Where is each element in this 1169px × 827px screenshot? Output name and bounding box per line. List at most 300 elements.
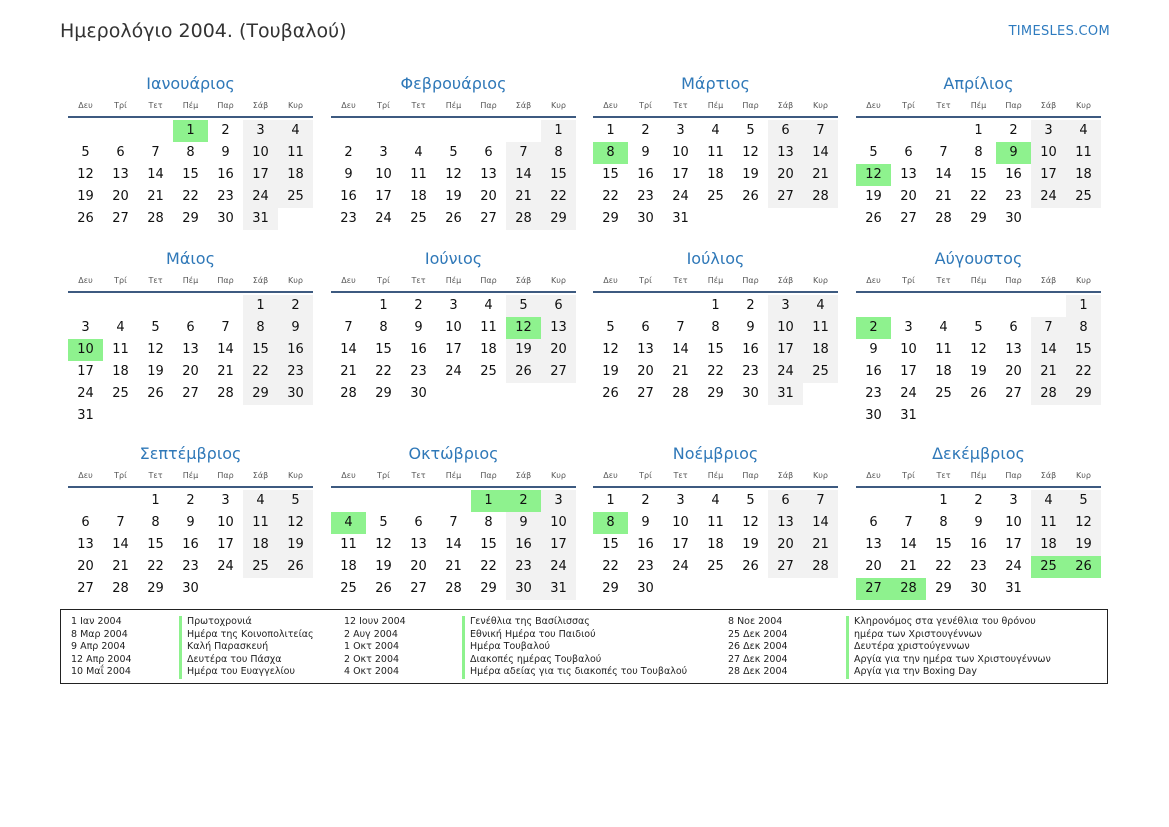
holiday-name: Πρωτοχρονιά bbox=[179, 616, 252, 629]
month-name: Οκτώβριος bbox=[408, 444, 499, 463]
holiday-name: ημέρα των Χριστουγέννων bbox=[846, 629, 982, 642]
empty-cell bbox=[401, 120, 436, 142]
weekday-label: Παρ bbox=[217, 101, 234, 110]
day-cell: 4 bbox=[243, 490, 278, 512]
holiday-name: Καλή Παρασκευή bbox=[179, 641, 268, 654]
day-cell: 12 bbox=[742, 515, 759, 530]
day-cell: 27 bbox=[768, 556, 803, 578]
day-cell: 18 bbox=[243, 534, 278, 556]
day-cell: 14 bbox=[445, 537, 462, 552]
day-cell: 29 bbox=[935, 581, 952, 596]
weekday-label: Παρ bbox=[1005, 471, 1022, 480]
empty-cell bbox=[593, 295, 628, 317]
day-cell: 14 bbox=[1031, 339, 1066, 361]
day-cell: 26 bbox=[742, 189, 759, 204]
day-cell: 17 bbox=[375, 189, 392, 204]
empty-cell bbox=[331, 120, 366, 142]
weekday-label: Πέμ bbox=[182, 276, 199, 285]
day-cell: 12 bbox=[970, 342, 987, 357]
holiday-list bbox=[60, 609, 1108, 684]
weekday-label: Κυρ bbox=[551, 471, 566, 480]
day-cell: 25 bbox=[935, 386, 952, 401]
day-cell: 30 bbox=[410, 386, 427, 401]
day-cell: 11 bbox=[707, 145, 724, 160]
day-cell: 23 bbox=[637, 189, 654, 204]
month-block bbox=[68, 248, 313, 427]
day-cell: 24 bbox=[1031, 186, 1066, 208]
day-cell: 1 bbox=[541, 120, 576, 142]
weekday-label: Δευ bbox=[78, 101, 93, 110]
weekday-label: Κυρ bbox=[1076, 101, 1091, 110]
day-cell: 13 bbox=[541, 317, 576, 339]
holiday-day-cell: 2 bbox=[856, 317, 891, 339]
day-cell: 22 bbox=[375, 364, 392, 379]
day-cell: 13 bbox=[768, 142, 803, 164]
day-cell: 19 bbox=[506, 339, 541, 361]
day-cell: 16 bbox=[742, 342, 759, 357]
empty-cell bbox=[68, 490, 103, 512]
day-cell: 11 bbox=[410, 167, 427, 182]
day-cell: 6 bbox=[1009, 320, 1018, 335]
day-cell: 11 bbox=[112, 342, 129, 357]
day-cell: 11 bbox=[803, 317, 838, 339]
weekday-label: Σάβ bbox=[252, 276, 269, 285]
day-cell: 10 bbox=[243, 142, 278, 164]
day-cell: 26 bbox=[865, 211, 882, 226]
day-cell: 17 bbox=[243, 164, 278, 186]
empty-cell bbox=[471, 120, 506, 142]
day-cell: 16 bbox=[506, 534, 541, 556]
day-cell: 14 bbox=[506, 164, 541, 186]
weekday-header bbox=[856, 99, 1101, 113]
day-cell: 24 bbox=[1005, 559, 1022, 574]
day-cell: 9 bbox=[221, 145, 230, 160]
day-cell: 5 bbox=[746, 493, 755, 508]
day-cell: 18 bbox=[707, 167, 724, 182]
day-cell: 8 bbox=[974, 145, 983, 160]
day-cell: 4 bbox=[414, 145, 423, 160]
day-cell: 16 bbox=[410, 342, 427, 357]
day-cell: 23 bbox=[182, 559, 199, 574]
weekday-label: Σάβ bbox=[1040, 276, 1057, 285]
day-cell: 19 bbox=[970, 364, 987, 379]
day-cell: 6 bbox=[641, 320, 650, 335]
day-cell: 27 bbox=[541, 361, 576, 383]
weekday-label: Τρί bbox=[639, 276, 652, 285]
holiday-row bbox=[344, 666, 687, 679]
empty-cell bbox=[173, 295, 208, 317]
day-cell: 3 bbox=[904, 320, 913, 335]
day-cell: 18 bbox=[935, 364, 952, 379]
weekday-label: Τετ bbox=[936, 276, 951, 285]
day-cell: 25 bbox=[1066, 186, 1101, 208]
day-cell: 16 bbox=[637, 167, 654, 182]
day-cell: 25 bbox=[340, 581, 357, 596]
day-cell: 10 bbox=[768, 317, 803, 339]
day-cell: 22 bbox=[935, 559, 952, 574]
day-cell: 4 bbox=[711, 123, 720, 138]
day-cell: 17 bbox=[1005, 537, 1022, 552]
weekday-label: Σάβ bbox=[777, 471, 794, 480]
day-cell: 2 bbox=[641, 123, 650, 138]
weekday-label: Τρί bbox=[377, 101, 390, 110]
holiday-day-cell: 8 bbox=[593, 512, 628, 534]
day-cell: 13 bbox=[768, 512, 803, 534]
holiday-day-cell: 28 bbox=[891, 578, 926, 600]
weekday-label: Παρ bbox=[480, 471, 497, 480]
day-cell: 14 bbox=[147, 167, 164, 182]
day-cell: 9 bbox=[974, 515, 983, 530]
weekday-header bbox=[593, 274, 838, 288]
header-rule bbox=[593, 116, 838, 118]
holiday-row bbox=[71, 641, 314, 654]
day-cell: 20 bbox=[112, 189, 129, 204]
day-cell: 14 bbox=[803, 142, 838, 164]
day-cell: 9 bbox=[344, 167, 353, 182]
day-cell: 5 bbox=[506, 295, 541, 317]
day-cell: 21 bbox=[803, 534, 838, 556]
day-cell: 21 bbox=[803, 164, 838, 186]
weekday-label: Σάβ bbox=[777, 101, 794, 110]
empty-cell bbox=[331, 295, 366, 317]
day-cell: 18 bbox=[112, 364, 129, 379]
day-cell: 14 bbox=[340, 342, 357, 357]
holiday-date: 4 Οκτ 2004 bbox=[344, 666, 400, 677]
day-cell: 22 bbox=[182, 189, 199, 204]
day-cell: 31 bbox=[1005, 581, 1022, 596]
day-cell: 19 bbox=[1066, 534, 1101, 556]
holiday-day-cell: 9 bbox=[996, 142, 1031, 164]
day-cell: 23 bbox=[1005, 189, 1022, 204]
weekday-label: Δευ bbox=[603, 101, 618, 110]
day-cell: 12 bbox=[77, 167, 94, 182]
day-cell: 6 bbox=[414, 515, 423, 530]
day-cell: 21 bbox=[900, 559, 917, 574]
day-cell: 17 bbox=[1031, 164, 1066, 186]
weekday-label: Σάβ bbox=[1040, 471, 1057, 480]
day-cell: 19 bbox=[602, 364, 619, 379]
day-cell: 15 bbox=[375, 342, 392, 357]
day-cell: 14 bbox=[900, 537, 917, 552]
day-cell: 24 bbox=[541, 556, 576, 578]
holiday-name: Διακοπές ημέρας Τουβαλού bbox=[462, 654, 601, 667]
day-cell: 22 bbox=[243, 361, 278, 383]
day-cell: 18 bbox=[707, 537, 724, 552]
weekday-label: Κυρ bbox=[813, 101, 828, 110]
month-name: Νοέμβριος bbox=[672, 444, 759, 463]
day-cell: 5 bbox=[974, 320, 983, 335]
weekday-label: Δευ bbox=[341, 101, 356, 110]
day-cell: 18 bbox=[1031, 534, 1066, 556]
day-cell: 15 bbox=[182, 167, 199, 182]
day-cell: 7 bbox=[151, 145, 160, 160]
empty-cell bbox=[208, 295, 243, 317]
day-cell: 19 bbox=[865, 189, 882, 204]
day-cell: 22 bbox=[1066, 361, 1101, 383]
day-cell: 16 bbox=[340, 189, 357, 204]
day-cell: 25 bbox=[243, 556, 278, 578]
holiday-row bbox=[728, 616, 1051, 629]
day-cell: 24 bbox=[672, 189, 689, 204]
site-link[interactable]: TIMESLES.COM bbox=[1008, 24, 1110, 39]
day-cell: 30 bbox=[1005, 211, 1022, 226]
holiday-name: Ημέρα αδείας για τις διακοπές του Τουβαλού bbox=[462, 666, 687, 679]
day-cell: 23 bbox=[217, 189, 234, 204]
weekday-label: Τετ bbox=[148, 471, 163, 480]
day-cell: 19 bbox=[742, 167, 759, 182]
day-cell: 20 bbox=[768, 534, 803, 556]
header-rule bbox=[331, 116, 576, 118]
weekday-label: Πέμ bbox=[707, 276, 724, 285]
day-cell: 29 bbox=[147, 581, 164, 596]
holiday-date: 8 Μαρ 2004 bbox=[71, 628, 128, 640]
day-cell: 11 bbox=[243, 512, 278, 534]
holiday-column bbox=[71, 616, 314, 679]
day-cell: 28 bbox=[935, 211, 952, 226]
day-cell: 31 bbox=[900, 408, 917, 423]
weekday-label: Σάβ bbox=[515, 471, 532, 480]
empty-cell bbox=[331, 490, 366, 512]
weekday-label: Τρί bbox=[377, 471, 390, 480]
day-cell: 27 bbox=[900, 211, 917, 226]
day-cell: 27 bbox=[112, 211, 129, 226]
weekday-label: Τρί bbox=[639, 471, 652, 480]
weekday-label: Παρ bbox=[742, 101, 759, 110]
day-cell: 10 bbox=[1005, 515, 1022, 530]
day-cell: 23 bbox=[970, 559, 987, 574]
empty-cell bbox=[891, 120, 926, 142]
day-cell: 23 bbox=[278, 361, 313, 383]
day-cell: 4 bbox=[1066, 120, 1101, 142]
weekday-label: Πέμ bbox=[445, 276, 462, 285]
day-cell: 14 bbox=[672, 342, 689, 357]
day-cell: 31 bbox=[541, 578, 576, 600]
day-cell: 14 bbox=[217, 342, 234, 357]
holiday-name: Γενέθλια της Βασίλισσας bbox=[462, 616, 590, 629]
day-cell: 19 bbox=[77, 189, 94, 204]
holiday-row bbox=[344, 616, 687, 629]
day-cell: 28 bbox=[340, 386, 357, 401]
day-cell: 29 bbox=[602, 581, 619, 596]
weekday-label: Παρ bbox=[1005, 276, 1022, 285]
day-cell: 4 bbox=[1031, 490, 1066, 512]
day-cell: 2 bbox=[746, 298, 755, 313]
day-cell: 10 bbox=[445, 320, 462, 335]
weekday-header bbox=[331, 469, 576, 483]
day-cell: 11 bbox=[480, 320, 497, 335]
empty-cell bbox=[926, 120, 961, 142]
holiday-date: 2 Οκτ 2004 bbox=[344, 653, 400, 665]
day-cell: 4 bbox=[484, 298, 493, 313]
day-cell: 22 bbox=[602, 559, 619, 574]
month-block bbox=[331, 248, 576, 405]
day-cell: 12 bbox=[1066, 512, 1101, 534]
holiday-date: 28 Δεκ 2004 bbox=[728, 666, 788, 677]
holiday-day-cell: 4 bbox=[331, 512, 366, 534]
header-rule bbox=[593, 291, 838, 293]
weekday-label: Δευ bbox=[866, 101, 881, 110]
day-cell: 19 bbox=[278, 534, 313, 556]
header-rule bbox=[68, 291, 313, 293]
day-cell: 6 bbox=[904, 145, 913, 160]
day-cell: 15 bbox=[541, 164, 576, 186]
day-cell: 17 bbox=[541, 534, 576, 556]
day-cell: 6 bbox=[541, 295, 576, 317]
holiday-day-cell: 1 bbox=[173, 120, 208, 142]
day-cell: 2 bbox=[974, 493, 983, 508]
weekday-label: Τετ bbox=[936, 471, 951, 480]
holiday-row bbox=[344, 654, 687, 667]
day-cell: 20 bbox=[900, 189, 917, 204]
day-cell: 8 bbox=[711, 320, 720, 335]
weekday-label: Τετ bbox=[936, 101, 951, 110]
day-cell: 28 bbox=[1031, 383, 1066, 405]
holiday-date: 26 Δεκ 2004 bbox=[728, 641, 788, 652]
empty-cell bbox=[401, 490, 436, 512]
header-rule bbox=[68, 486, 313, 488]
day-cell: 26 bbox=[375, 581, 392, 596]
day-cell: 24 bbox=[243, 186, 278, 208]
day-cell: 4 bbox=[803, 295, 838, 317]
day-cell: 17 bbox=[768, 339, 803, 361]
day-cell: 23 bbox=[410, 364, 427, 379]
month-block bbox=[331, 443, 576, 600]
day-cell: 20 bbox=[637, 364, 654, 379]
weekday-header bbox=[593, 99, 838, 113]
day-cell: 22 bbox=[970, 189, 987, 204]
day-cell: 7 bbox=[676, 320, 685, 335]
day-cell: 7 bbox=[116, 515, 125, 530]
weekday-label: Τετ bbox=[411, 101, 426, 110]
day-cell: 3 bbox=[243, 120, 278, 142]
day-cell: 10 bbox=[375, 167, 392, 182]
day-grid bbox=[856, 295, 1101, 427]
day-cell: 13 bbox=[410, 537, 427, 552]
day-cell: 21 bbox=[112, 559, 129, 574]
month-block bbox=[68, 443, 313, 600]
day-cell: 10 bbox=[672, 145, 689, 160]
day-cell: 29 bbox=[970, 211, 987, 226]
day-cell: 14 bbox=[112, 537, 129, 552]
month-block bbox=[856, 443, 1101, 600]
weekday-label: Κυρ bbox=[813, 471, 828, 480]
day-cell: 3 bbox=[81, 320, 90, 335]
day-cell: 8 bbox=[243, 317, 278, 339]
day-cell: 8 bbox=[151, 515, 160, 530]
day-cell: 3 bbox=[676, 123, 685, 138]
day-cell: 23 bbox=[340, 211, 357, 226]
month-block bbox=[856, 248, 1101, 427]
weekday-label: Κυρ bbox=[551, 101, 566, 110]
day-cell: 2 bbox=[1009, 123, 1018, 138]
weekday-label: Πέμ bbox=[970, 101, 987, 110]
day-cell: 11 bbox=[278, 142, 313, 164]
holiday-day-cell: 12 bbox=[856, 164, 891, 186]
day-cell: 25 bbox=[278, 186, 313, 208]
day-cell: 30 bbox=[970, 581, 987, 596]
day-cell: 26 bbox=[445, 211, 462, 226]
day-cell: 20 bbox=[865, 559, 882, 574]
day-cell: 3 bbox=[379, 145, 388, 160]
day-cell: 24 bbox=[672, 559, 689, 574]
weekday-label: Κυρ bbox=[1076, 276, 1091, 285]
day-cell: 6 bbox=[484, 145, 493, 160]
weekday-label: Σάβ bbox=[515, 276, 532, 285]
holiday-day-cell: 12 bbox=[506, 317, 541, 339]
day-cell: 24 bbox=[77, 386, 94, 401]
day-cell: 29 bbox=[1066, 383, 1101, 405]
day-cell: 2 bbox=[221, 123, 230, 138]
day-cell: 13 bbox=[182, 342, 199, 357]
day-cell: 31 bbox=[77, 408, 94, 423]
day-cell: 23 bbox=[742, 364, 759, 379]
empty-cell bbox=[103, 490, 138, 512]
day-cell: 3 bbox=[449, 298, 458, 313]
weekday-label: Τρί bbox=[114, 471, 127, 480]
day-cell: 9 bbox=[414, 320, 423, 335]
day-cell: 30 bbox=[637, 581, 654, 596]
empty-cell bbox=[891, 490, 926, 512]
day-cell: 17 bbox=[77, 364, 94, 379]
holiday-column bbox=[344, 616, 687, 679]
day-cell: 22 bbox=[147, 559, 164, 574]
empty-cell bbox=[366, 120, 401, 142]
day-cell: 9 bbox=[641, 145, 650, 160]
day-cell: 29 bbox=[707, 386, 724, 401]
weekday-label: Πέμ bbox=[445, 101, 462, 110]
weekday-label: Παρ bbox=[217, 276, 234, 285]
day-cell: 13 bbox=[865, 537, 882, 552]
day-cell: 4 bbox=[939, 320, 948, 335]
day-grid bbox=[68, 295, 313, 427]
weekday-label: Τρί bbox=[902, 101, 915, 110]
day-cell: 20 bbox=[541, 339, 576, 361]
weekday-label: Πέμ bbox=[707, 101, 724, 110]
day-cell: 31 bbox=[768, 383, 803, 405]
empty-cell bbox=[856, 490, 891, 512]
empty-cell bbox=[138, 295, 173, 317]
month-block bbox=[856, 73, 1101, 230]
day-cell: 20 bbox=[768, 164, 803, 186]
day-cell: 29 bbox=[182, 211, 199, 226]
day-cell: 20 bbox=[480, 189, 497, 204]
weekday-label: Δευ bbox=[78, 276, 93, 285]
day-cell: 8 bbox=[484, 515, 493, 530]
holiday-row bbox=[728, 666, 1051, 679]
day-cell: 3 bbox=[541, 490, 576, 512]
empty-cell bbox=[366, 490, 401, 512]
day-cell: 5 bbox=[746, 123, 755, 138]
empty-cell bbox=[68, 295, 103, 317]
day-cell: 15 bbox=[147, 537, 164, 552]
day-cell: 29 bbox=[480, 581, 497, 596]
day-cell: 27 bbox=[1005, 386, 1022, 401]
day-cell: 2 bbox=[186, 493, 195, 508]
weekday-label: Τρί bbox=[902, 276, 915, 285]
holiday-name: Αργία για την ημέρα των Χριστουγέννων bbox=[846, 654, 1051, 667]
day-cell: 7 bbox=[221, 320, 230, 335]
day-cell: 7 bbox=[506, 142, 541, 164]
day-cell: 5 bbox=[1066, 490, 1101, 512]
day-grid bbox=[593, 490, 838, 600]
day-cell: 30 bbox=[865, 408, 882, 423]
empty-cell bbox=[506, 120, 541, 142]
day-cell: 27 bbox=[77, 581, 94, 596]
day-cell: 9 bbox=[869, 342, 878, 357]
day-cell: 28 bbox=[217, 386, 234, 401]
weekday-label: Δευ bbox=[341, 276, 356, 285]
header-rule bbox=[593, 486, 838, 488]
